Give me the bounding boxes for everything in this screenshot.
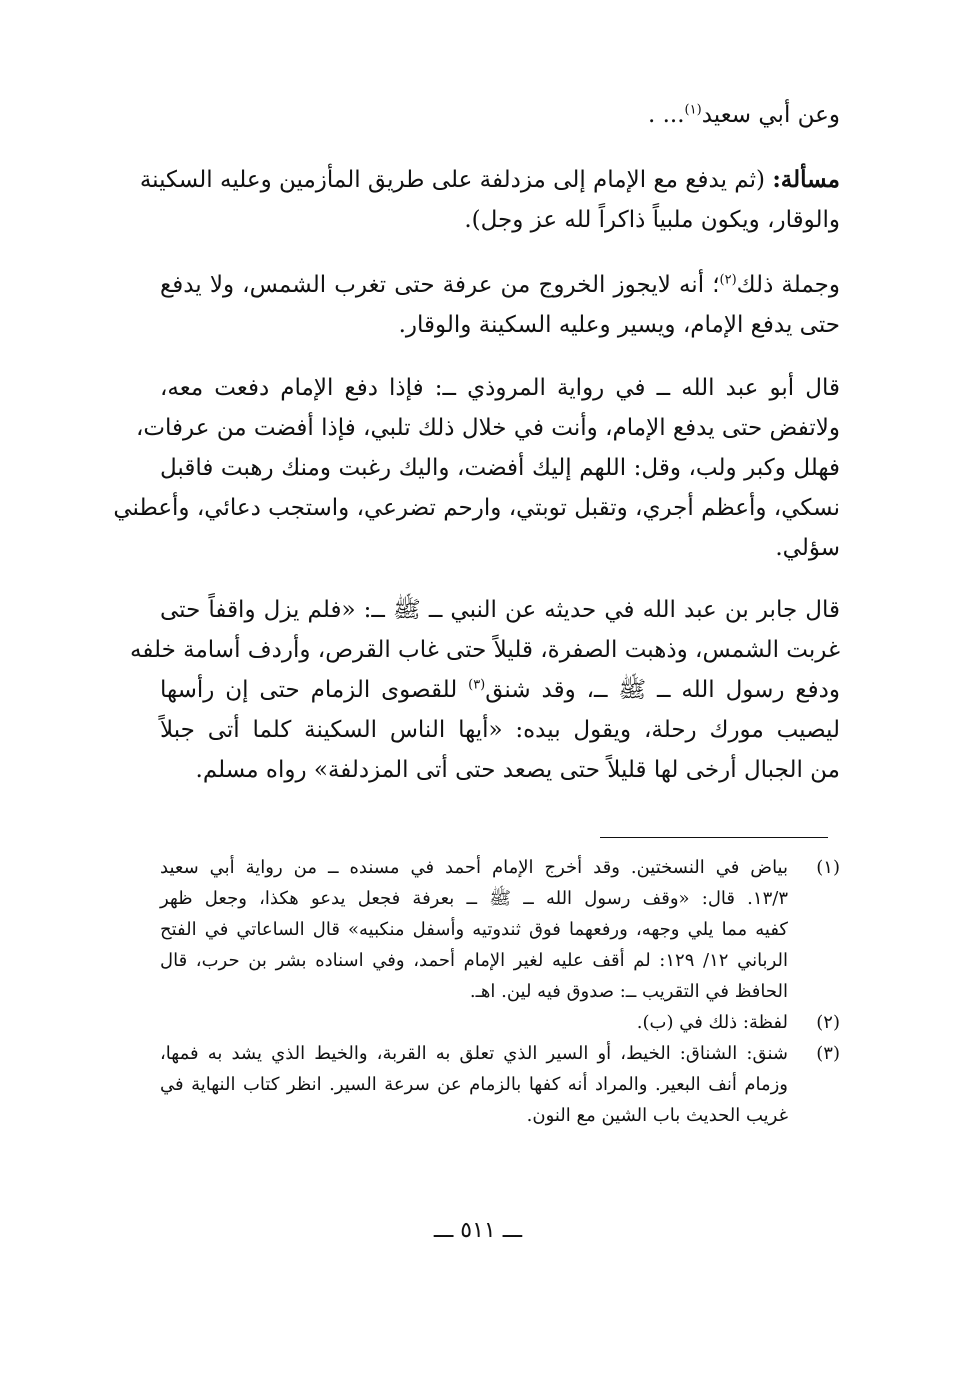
footnote-1 bbox=[160, 852, 840, 1007]
footnote-1-line-3: كفيه مما يلي وجهه، ورفعهما فوق ثندوتيه وأسفل منكبيه» قال الساعاتي في الفتح bbox=[160, 919, 788, 940]
footnote-marker-2: (٢) bbox=[719, 272, 737, 288]
footnote-2-line-1: لفظة: ذلك في (ب). bbox=[636, 1012, 788, 1033]
footnote-3-number: (٣) bbox=[816, 1043, 840, 1064]
masala-paragraph bbox=[139, 160, 840, 240]
masala-line-1 bbox=[139, 160, 840, 200]
footnote-1-line-2: ١٣/٣. قال: «وقف رسول الله ــ ﷺ ــ بعرفة فجعل يدعو هكذا، وجعل ظهر bbox=[160, 888, 788, 909]
jabir-line-3-a: ودفع رسول الله ــ ﷺ ــ، وقد شنق bbox=[485, 677, 840, 703]
abu-abdullah-paragraph bbox=[113, 368, 840, 568]
jumla-paragraph bbox=[160, 265, 840, 345]
jumla-line-2: حتى يدفع الإمام، ويسير وعليه السكينة والوقار. bbox=[398, 312, 840, 338]
masala-line-2: والوقار، ويكون ملبياً ذاكراً لله عز وجل). bbox=[464, 207, 840, 233]
masala-line-1-text: (ثم يدفع مع الإمام إلى مزدلفة على طريق المأزمين وعليه السكينة bbox=[139, 167, 765, 193]
jumla-text-a: وجملة ذلك bbox=[736, 272, 840, 298]
jumla-line-1 bbox=[160, 265, 840, 305]
heading-text: وعن أبي سعيد bbox=[701, 102, 840, 128]
footnote-2-number: (٢) bbox=[816, 1012, 840, 1033]
abu-abdullah-line-3: فهلل وكبر ولب، وقل: اللهم إليك أفضت، واليك رغبت ومنك رهبت فاقبل bbox=[160, 455, 840, 481]
footnote-1-line-4: الرباني ١٢/ ١٢٩: لم أقف عليه لغير الإمام أحمد، وفي اسناده بشر بن حرب، قال bbox=[160, 950, 788, 971]
jabir-line-2: غربت الشمس، وذهبت الصفرة، قليلاً حتى غاب القرص، وأردف أسامة خلفه bbox=[130, 637, 840, 663]
footnote-2 bbox=[160, 1007, 840, 1038]
masala-label: مسألة: bbox=[772, 166, 840, 193]
footnote-3-line-2: وزمام أنف البعير. والمراد أنه كفها بالزمام عن سرعة السير. انظر كتاب النهاية في bbox=[160, 1074, 788, 1095]
footnote-3-line-3: غريب الحديث باب الشين مع النون. bbox=[526, 1105, 788, 1126]
footnote-1-line-5: الحافظ في التقريب ــ: صدوق فيه لين. اهـ. bbox=[469, 981, 788, 1002]
jabir-line-4: ليصيب مورك رحلة، ويقول بيده: «أيها الناس السكينة كلما أتى جبلاً bbox=[160, 717, 840, 743]
footnote-marker-1: (١) bbox=[684, 102, 702, 118]
footnote-1-number: (١) bbox=[816, 857, 840, 878]
jabir-paragraph bbox=[130, 590, 840, 790]
abu-abdullah-line-1: قال أبو عبد الله ــ في رواية المروذي ــ: فإذا دفع الإمام دفعت معه، bbox=[160, 375, 840, 401]
footnote-separator bbox=[600, 837, 828, 838]
footnote-3 bbox=[160, 1038, 840, 1131]
jabir-line-5: من الجبال أرخى لها قليلاً حتى يصعد حتى أتى المزدلفة» رواه مسلم. bbox=[195, 757, 840, 783]
abu-abdullah-line-4: نسكي، وأعظم أجري، وتقبل توبتي، وارحم تضرعي، واستجب دعائي، وأعطني bbox=[113, 495, 840, 521]
jabir-line-3 bbox=[160, 670, 840, 710]
abu-abdullah-line-5: سؤلي. bbox=[775, 535, 840, 561]
heading-paragraph bbox=[160, 95, 840, 135]
heading-line bbox=[160, 95, 840, 135]
footnote-1-line-1: بياض في النسختين. وقد أخرج الإمام أحمد في مسنده ــ من رواية أبي سعيد bbox=[160, 857, 788, 878]
heading-tail: ... . bbox=[647, 102, 685, 128]
footnote-marker-3: (٣) bbox=[468, 677, 486, 693]
jabir-line-3-b: للقصوى الزمام حتى إن رأسها bbox=[160, 677, 458, 703]
jumla-text-b: ؛ أنه لايجوز الخروج من عرفة حتى تغرب الشمس، ولا يدفع bbox=[160, 272, 720, 298]
jabir-line-1: قال جابر بن عبد الله في حديثه عن النبي ــ ﷺ ــ: «فلم يزل واقفاً حتى bbox=[160, 597, 840, 623]
footnote-1-body bbox=[160, 852, 788, 1007]
abu-abdullah-line-2: ولاتفض حتى يدفع الإمام، وأنت في خلال ذلك تلبي، فإذا أفضت من عرفات، bbox=[135, 415, 840, 441]
page-number: ـــ ٥١١ ـــ bbox=[433, 1218, 523, 1243]
footnote-3-line-1: شنق: الشناق: الخيط، أو السير الذي تعلق به القربة، والخيط الذي يشد به فمها، bbox=[160, 1043, 788, 1064]
footnote-2-body bbox=[160, 1007, 788, 1038]
footnote-3-body bbox=[160, 1038, 788, 1131]
